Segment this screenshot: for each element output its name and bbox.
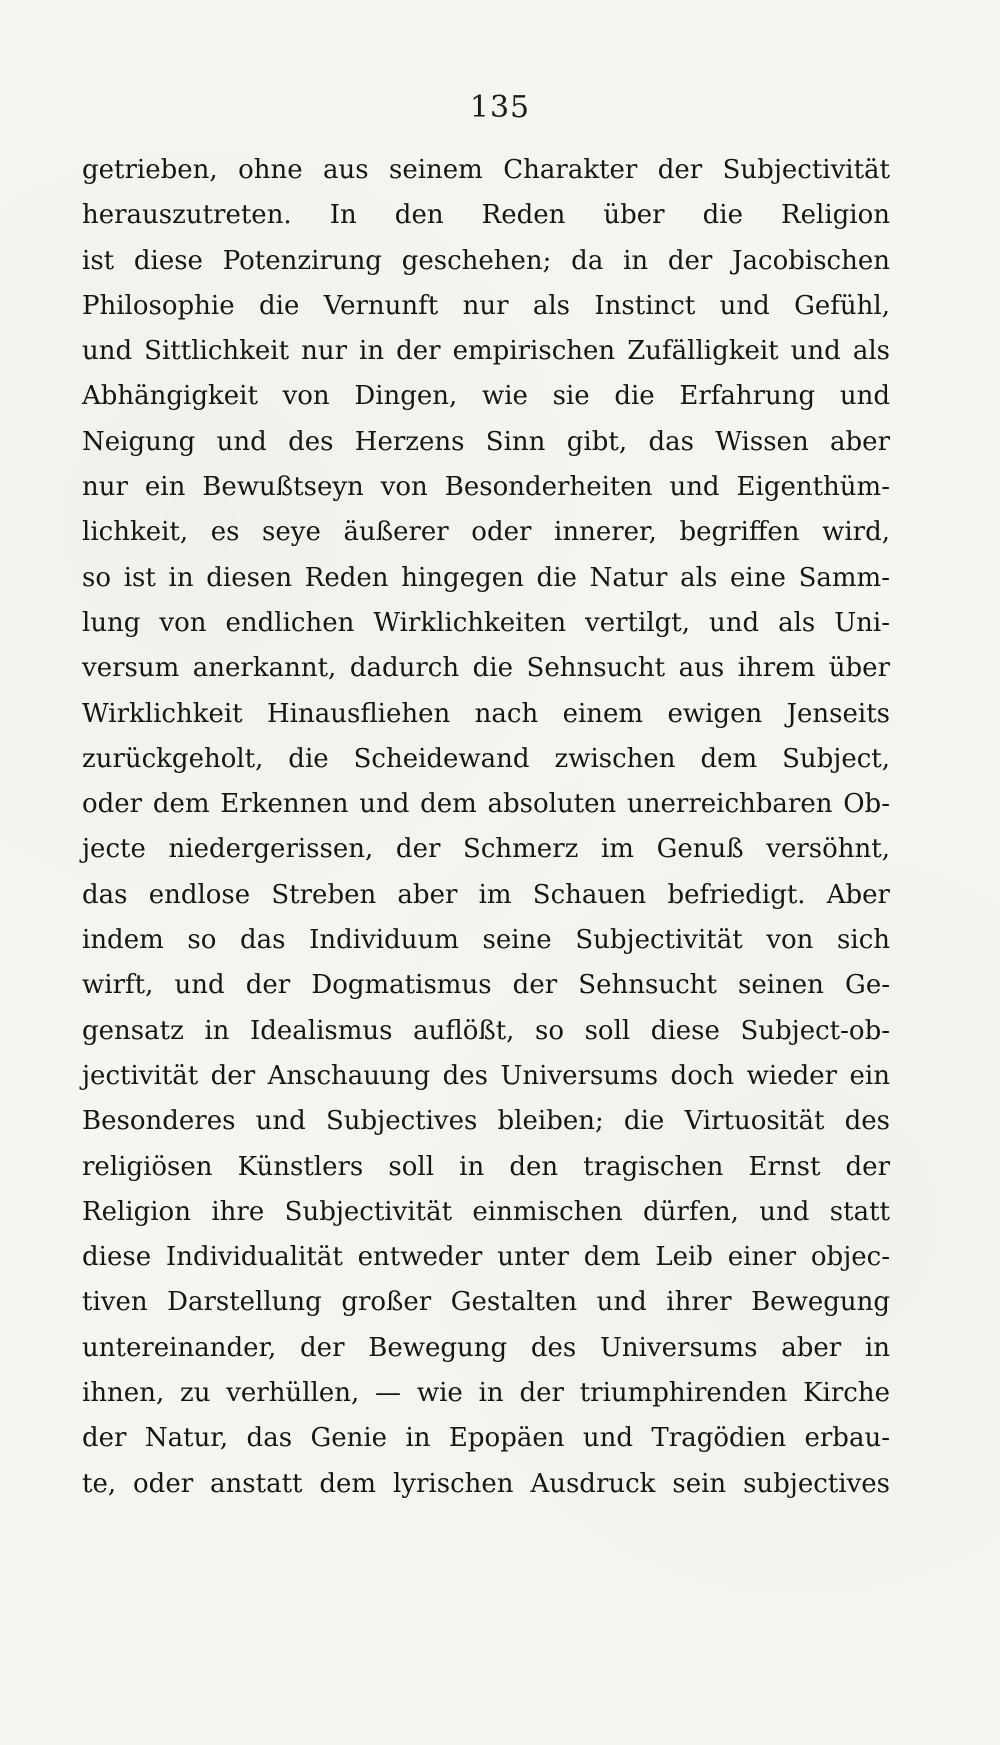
text-line: jecte niedergerissen, der Schmerz im Genuß versöhnt,: [82, 834, 890, 865]
text-line: herauszutreten. In den Reden über die Religion: [82, 200, 890, 231]
text-line: religiösen Künstlers soll in den tragischen Ernst der: [82, 1151, 890, 1182]
text-line: zurückgeholt, die Scheidewand zwischen dem Subject,: [82, 743, 890, 774]
text-line: Abhängigkeit von Dingen, wie sie die Erfahrung und: [82, 381, 890, 412]
text-line: ist diese Potenzirung geschehen; da in der Jacobischen: [82, 245, 890, 276]
text-line: Besonderes und Subjectives bleiben; die Virtuosität des: [82, 1106, 890, 1137]
text-line: Religion ihre Subjectivität einmischen dürfen, und statt: [82, 1196, 890, 1227]
text-line: versum anerkannt, dadurch die Sehnsucht aus ihrem über: [82, 653, 890, 684]
text-line: das endlose Streben aber im Schauen befriedigt. Aber: [82, 879, 890, 910]
text-line: nur ein Bewußtseyn von Besonderheiten und Eigenthüm-: [82, 472, 890, 503]
text-line: lichkeit, es seye äußerer oder innerer, begriffen wird,: [82, 517, 890, 548]
text-line: so ist in diesen Reden hingegen die Natur als eine Samm-: [82, 562, 890, 593]
text-line: Neigung und des Herzens Sinn gibt, das Wissen aber: [82, 426, 890, 457]
body-text: [82, 148, 890, 1507]
text-line: Wirklichkeit Hinausfliehen nach einem ewigen Jenseits: [82, 698, 890, 729]
text-line: wirft, und der Dogmatismus der Sehnsucht seinen Ge-: [82, 970, 890, 1001]
text-line: untereinander, der Bewegung des Universums aber in: [82, 1332, 890, 1363]
text-line: der Natur, das Genie in Epopäen und Tragödien erbau-: [82, 1423, 890, 1454]
text-line: gensatz in Idealismus auflößt, so soll diese Subject-ob-: [82, 1015, 890, 1046]
text-line: oder dem Erkennen und dem absoluten unerreichbaren Ob-: [82, 789, 890, 820]
text-line: getrieben, ohne aus seinem Charakter der Subjectivität: [82, 155, 890, 185]
page-number: 135: [469, 90, 531, 125]
text-line: Philosophie die Vernunft nur als Instinct und Gefühl,: [82, 290, 890, 321]
text-line: tiven Darstellung großer Gestalten und ihrer Bewegung: [82, 1287, 890, 1318]
text-line: und Sittlichkeit nur in der empirischen Zufälligkeit und als: [82, 336, 890, 367]
text-line: ihnen, zu verhüllen, — wie in der triumphirenden Kirche: [82, 1378, 890, 1409]
text-line: jectivität der Anschauung des Universums doch wieder ein: [82, 1060, 890, 1091]
text-line: indem so das Individuum seine Subjectivität von sich: [82, 925, 890, 956]
text-line: te, oder anstatt dem lyrischen Ausdruck sein subjectives: [82, 1468, 890, 1499]
text-line: lung von endlichen Wirklichkeiten vertilgt, und als Uni-: [82, 607, 890, 638]
text-line: diese Individualität entweder unter dem Leib einer objec-: [82, 1242, 890, 1273]
